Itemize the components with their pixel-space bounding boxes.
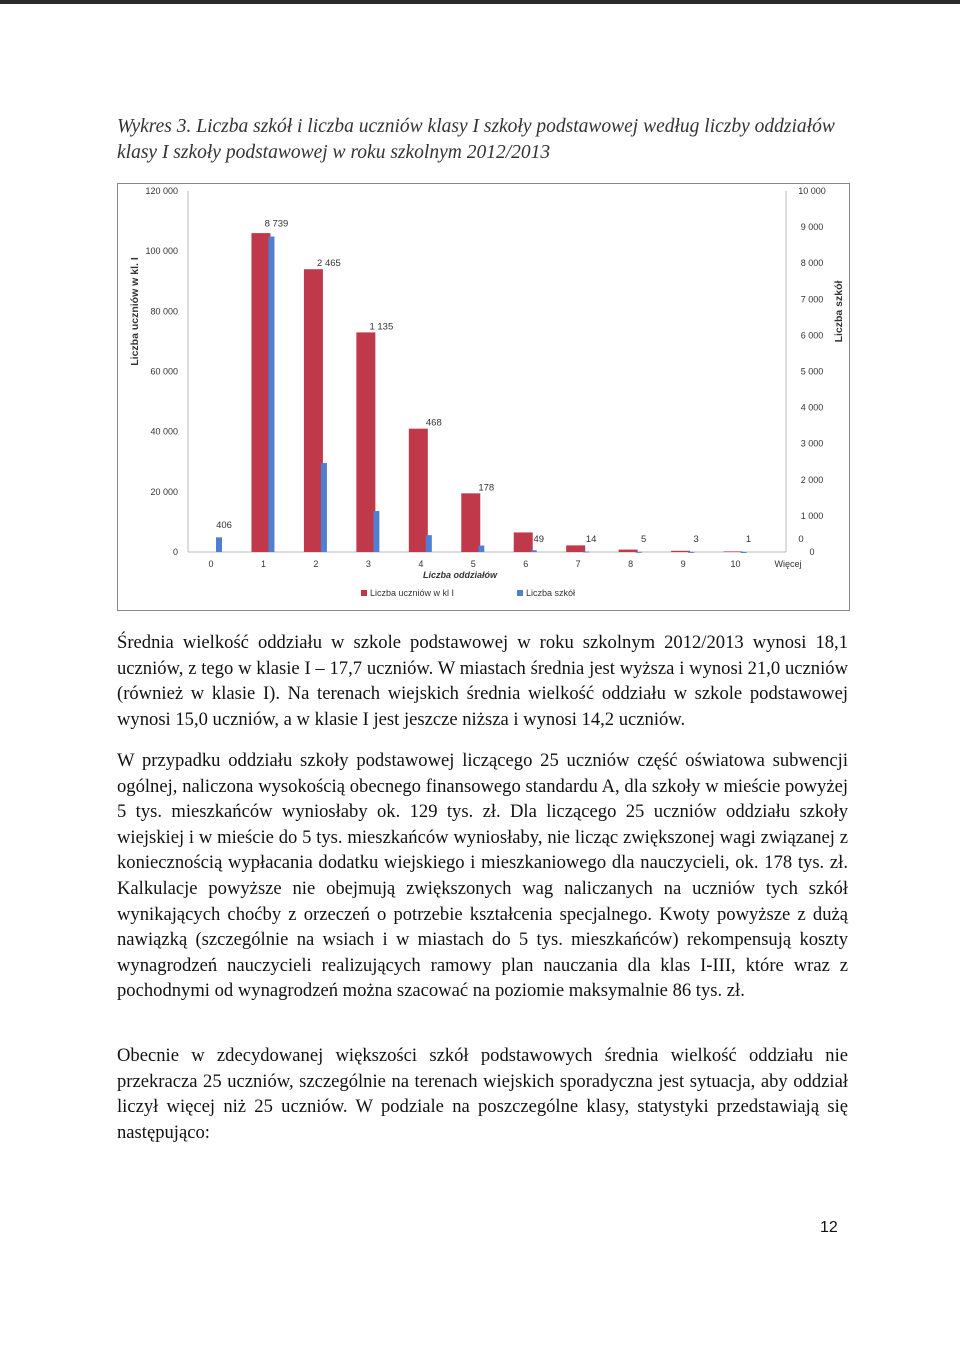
x-tick-label: 9: [680, 559, 686, 569]
y2-tick-label: 1 000: [800, 510, 824, 521]
bar-students: [724, 551, 743, 552]
chart-svg: [118, 184, 849, 610]
bar-schools: [583, 551, 589, 552]
bar-schools: [321, 463, 327, 552]
x-axis-title: Liczba oddziałów: [422, 570, 498, 580]
x-tick-label: 2: [313, 559, 319, 569]
x-tick-label: 8: [628, 559, 634, 569]
bar-schools: [636, 552, 642, 553]
data-label: 0: [798, 534, 804, 545]
y2-tick-label: 6 000: [800, 330, 824, 341]
y-tick-label: 60 000: [150, 366, 178, 377]
y-tick-label: 120 000: [145, 186, 178, 196]
legend-label-students: Liczba uczniów w kl I: [370, 588, 455, 598]
bar-students: [671, 551, 690, 552]
y-tick-label: 80 000: [150, 306, 178, 317]
y-tick-label: 20 000: [150, 486, 178, 497]
data-label: 2 465: [317, 258, 341, 270]
x-tick-label: Więcej: [774, 559, 802, 569]
x-tick-label: 5: [470, 559, 476, 569]
bar-schools: [216, 537, 222, 552]
data-label: 5: [641, 534, 647, 545]
y2-axis-title: Liczba szkół: [833, 280, 845, 343]
y2-tick-label: 5 000: [800, 366, 824, 377]
data-label: 8 739: [264, 218, 289, 230]
bar-students: [304, 269, 323, 552]
x-tick-label: 6: [523, 559, 529, 569]
x-tick-label: 4: [418, 559, 424, 569]
bar-students: [514, 532, 533, 552]
paragraph-2: W przypadku oddziału szkoły podstawowej liczącego 25 uczniów część oświatowa subwencji ogólnej, naliczona wysokością obecnego finansowego standardu A, dla szkoły w mieście powyżej 5 tys. mieszkańców wyniosłaby ok. 129 tys. zł. Dla liczącego 25 uczniów oddziału szkoły wiejskiej i w mieście do 5 tys. mieszkańców wyniosłaby, nie licząc zwiększonej wagi związanej z koniecznością wypłacania dodatku wiejskiego i mieszkaniowego dla nauczycieli, ok. 178 tys. zł. Kalkulacje powyższe nie obejmują zwiększonych wag naliczanych na uczniów tych szkół wynikających choćby z orzeczeń o potrzebie kształcenia specjalnego. Kwoty powyższe z dużą nawiązką (szczególnie na wsiach i w miastach do 5 tys. mieszkańców) rekompensują koszty wynagrodzeń nauczycieli realizujących ramowy plan nauczania dla klas I-III, które wraz z pochodnymi od wynagrodzeń można szacować na poziomie maksymalnie 86 tys. zł.: [117, 750, 848, 1002]
bar-schools: [688, 552, 694, 553]
y-tick-label: 100 000: [145, 246, 178, 257]
bar-schools: [741, 552, 747, 553]
data-label: 468: [425, 417, 442, 429]
y2-tick-label: 2 000: [800, 474, 824, 485]
y-tick-label: 40 000: [150, 426, 178, 437]
y2-tick-label: 4 000: [800, 402, 824, 413]
legend-swatch-students: [361, 590, 367, 596]
data-label: 406: [216, 520, 232, 531]
bar-students: [619, 550, 638, 552]
x-tick-label: 10: [730, 559, 741, 569]
data-label: 14: [585, 534, 597, 545]
top-rule: [0, 0, 960, 4]
bar-students: [461, 493, 480, 552]
bar-schools: [426, 535, 432, 552]
bar-schools: [268, 237, 274, 552]
bar-students: [251, 233, 270, 552]
data-label: 1: [745, 534, 752, 545]
y2-tick-label: 8 000: [800, 258, 824, 269]
bar-students: [356, 332, 375, 552]
y2-tick-label: 7 000: [800, 294, 824, 305]
bar-schools: [373, 511, 379, 552]
paragraph-3: Obecnie w zdecydowanej większości szkół podstawowych średnia wielkość oddziału nie przekracza 25 uczniów, szczególnie na terenach wiejskich sporadyczna jest sytuacja, aby oddział liczył więcej niż 25 uczniów. W podziale na poszczególne klasy, statystyki przedstawiają się następująco:: [117, 1045, 848, 1143]
data-label: 3: [693, 534, 699, 545]
y2-tick-label: 9 000: [800, 222, 824, 233]
x-tick-label: 0: [208, 559, 214, 569]
x-tick-label: 3: [365, 559, 371, 569]
figure-caption: Wykres 3. Liczba szkół i liczba uczniów klasy I szkoły podstawowej według liczby oddziałów klasy I szkoły podstawowej w roku szkolnym 2012/2013: [117, 116, 835, 163]
legend-swatch-schools: [517, 590, 523, 596]
bar-schools: [531, 550, 537, 552]
bar-students: [409, 429, 428, 552]
data-label: 1 135: [369, 321, 394, 333]
y-axis-title: Liczba uczniów w kl. I: [129, 257, 141, 366]
legend-label-schools: Liczba szkół: [526, 588, 576, 598]
x-tick-label: 7: [575, 559, 581, 569]
chart: [117, 183, 850, 611]
data-label: 49: [533, 534, 545, 545]
y2-tick-label: 3 000: [800, 438, 824, 449]
bar-schools: [478, 546, 484, 552]
y2-tick-label: 0: [809, 547, 815, 557]
y2-tick-label: 10 000: [798, 186, 826, 196]
x-tick-label: 1: [260, 559, 266, 569]
bar-students: [566, 545, 585, 552]
page-number: 12: [820, 1219, 838, 1236]
data-label: 178: [478, 482, 495, 494]
y-tick-label: 0: [172, 547, 178, 557]
paragraph-1: Średnia wielkość oddziału w szkole podstawowej w roku szkolnym 2012/2013 wynosi 18,1 uczniów, z tego w klasie I – 17,7 uczniów. W miastach średnia jest wyższa i wynosi 21,0 uczniów (również w klasie I). Na terenach wiejskich średnia wielkość oddziału w szkole podstawowej wynosi 15,0 uczniów, a w klasie I jest jeszcze niższa i wynosi 14,2 uczniów.: [117, 632, 848, 730]
